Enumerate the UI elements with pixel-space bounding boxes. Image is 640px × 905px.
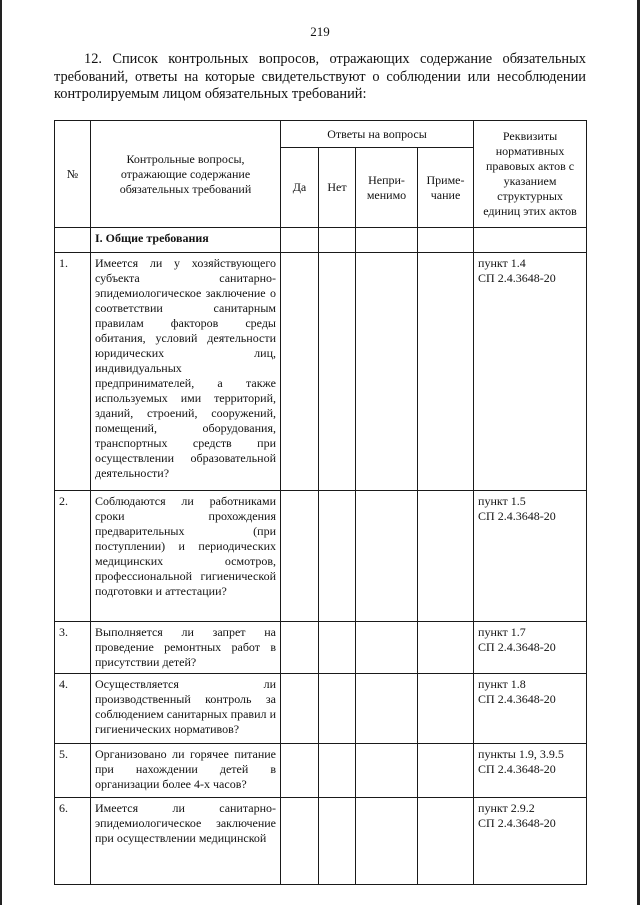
table-row bbox=[55, 491, 587, 622]
requisites-cell bbox=[474, 228, 587, 253]
answer-no-cell bbox=[319, 253, 356, 491]
answer-yes-cell bbox=[281, 228, 319, 253]
requisite-act: СП 2.4.3648-20 bbox=[478, 640, 556, 654]
row-requisites bbox=[474, 253, 587, 491]
row-requisites bbox=[474, 798, 587, 885]
requisite-clause: пункт 1.7 bbox=[478, 625, 526, 639]
row-requisites bbox=[474, 674, 587, 744]
header-num: № bbox=[55, 121, 91, 228]
table-row bbox=[55, 798, 587, 885]
requisite-clause: пункт 1.4 bbox=[478, 256, 526, 270]
answer-yes-cell bbox=[281, 674, 319, 744]
row-question: Имеется ли санитарно-эпидемиологическое заключение при осуществлении медицинской bbox=[91, 798, 281, 885]
answer-note-cell bbox=[418, 798, 474, 885]
row-num: 6. bbox=[55, 798, 91, 885]
answer-yes-cell bbox=[281, 491, 319, 622]
header-question: Контрольные вопросы, отражающие содержание обязательных требований bbox=[91, 121, 281, 228]
answer-no-cell bbox=[319, 491, 356, 622]
requisite-clause: пункт 1.8 bbox=[478, 677, 526, 691]
scan-edge-left bbox=[0, 0, 2, 905]
header-row-top bbox=[55, 121, 587, 148]
row-num: 1. bbox=[55, 253, 91, 491]
answer-not-applicable-cell bbox=[356, 798, 418, 885]
section-num-cell bbox=[55, 228, 91, 253]
requisite-act: СП 2.4.3648-20 bbox=[478, 692, 556, 706]
answer-not-applicable-cell bbox=[356, 253, 418, 491]
answer-yes-cell bbox=[281, 622, 319, 674]
answer-not-applicable-cell bbox=[356, 622, 418, 674]
row-question: Соблюдаются ли работниками сроки прохождения предварительных (при поступлении) и периодических медицинских осмотров, профессиональной гигиенической подготовки и аттестации? bbox=[91, 491, 281, 622]
requisite-clause: пункт 2.9.2 bbox=[478, 801, 535, 815]
answer-not-applicable-cell bbox=[356, 744, 418, 798]
header-note: Приме-чание bbox=[418, 148, 474, 228]
answer-note-cell bbox=[418, 744, 474, 798]
requisite-act: СП 2.4.3648-20 bbox=[478, 509, 556, 523]
section-row bbox=[55, 228, 587, 253]
checklist-table bbox=[54, 120, 587, 885]
answer-no-cell bbox=[319, 228, 356, 253]
table-row bbox=[55, 744, 587, 798]
row-num: 5. bbox=[55, 744, 91, 798]
row-question: Выполняется ли запрет на проведение ремонтных работ в присутствии детей? bbox=[91, 622, 281, 674]
answer-note-cell bbox=[418, 622, 474, 674]
header-no: Нет bbox=[319, 148, 356, 228]
row-requisites bbox=[474, 491, 587, 622]
answer-no-cell bbox=[319, 622, 356, 674]
answer-no-cell bbox=[319, 744, 356, 798]
section-title: I. Общие требования bbox=[91, 228, 281, 253]
row-question: Имеется ли у хозяйствующего субъекта санитарно-эпидемиологическое заключение о соответствии санитарным правилам факторов среды обитания, условий деятельности юридических лиц, индивидуальных предпринимателей, а также используемых ими территорий, зданий, строений, сооружений, помещений, оборудования, транспортных средств при осуществлении образовательной деятельности? bbox=[91, 253, 281, 491]
table-row bbox=[55, 253, 587, 491]
requisite-act: СП 2.4.3648-20 bbox=[478, 762, 556, 776]
row-requisites bbox=[474, 622, 587, 674]
row-requisites bbox=[474, 744, 587, 798]
header-not-applicable: Непри-менимо bbox=[356, 148, 418, 228]
section-heading: 12. Список контрольных вопросов, отражающих содержание обязательных требований, ответы на которые свидетельствуют о соблюдении или несоблюдении контролируемым лицом обязательных требований: bbox=[54, 51, 586, 102]
table-row bbox=[55, 674, 587, 744]
answer-no-cell bbox=[319, 798, 356, 885]
header-answers-group: Ответы на вопросы bbox=[281, 121, 474, 148]
requisite-clause: пункты 1.9, 3.9.5 bbox=[478, 747, 564, 761]
answer-yes-cell bbox=[281, 798, 319, 885]
answer-not-applicable-cell bbox=[356, 491, 418, 622]
answer-yes-cell bbox=[281, 744, 319, 798]
row-num: 3. bbox=[55, 622, 91, 674]
row-question: Осуществляется ли производственный контроль за соблюдением санитарных правил и гигиенических нормативов? bbox=[91, 674, 281, 744]
requisite-clause: пункт 1.5 bbox=[478, 494, 526, 508]
answer-yes-cell bbox=[281, 253, 319, 491]
answer-note-cell bbox=[418, 491, 474, 622]
answer-not-applicable-cell bbox=[356, 674, 418, 744]
row-num: 4. bbox=[55, 674, 91, 744]
answer-not-applicable-cell bbox=[356, 228, 418, 253]
header-yes: Да bbox=[281, 148, 319, 228]
table-row bbox=[55, 622, 587, 674]
requisite-act: СП 2.4.3648-20 bbox=[478, 816, 556, 830]
answer-note-cell bbox=[418, 253, 474, 491]
answer-note-cell bbox=[418, 228, 474, 253]
answer-no-cell bbox=[319, 674, 356, 744]
page-number: 219 bbox=[310, 24, 330, 39]
requisite-act: СП 2.4.3648-20 bbox=[478, 271, 556, 285]
row-question: Организовано ли горячее питание при нахождении детей в организации более 4-х часов? bbox=[91, 744, 281, 798]
row-num: 2. bbox=[55, 491, 91, 622]
header-requisites: Реквизиты нормативных правовых актов с указанием структурных единиц этих актов bbox=[474, 121, 587, 228]
answer-note-cell bbox=[418, 674, 474, 744]
